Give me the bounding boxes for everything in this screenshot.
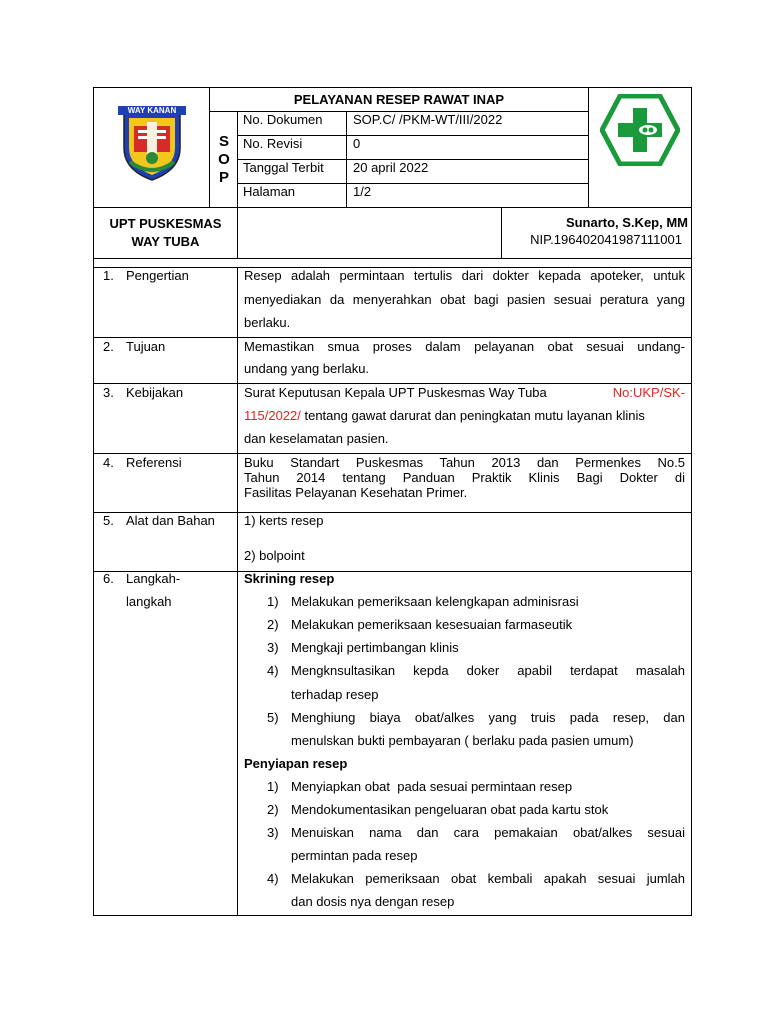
section-text-line: Buku Standart Puskesmas Tahun 2013 dan Permenkes No.5 <box>244 455 685 470</box>
revision-value: 0 <box>353 136 361 151</box>
sop-letter-s: S <box>218 133 229 150</box>
section-text-line: Resep adalah permintaan tertulis dari dokter kepada apoteker, untuk <box>244 268 685 283</box>
step-number: 4) <box>267 663 279 678</box>
step-text: Mengkaji pertimbangan klinis <box>291 640 459 655</box>
step-text-cont: permintan pada resep <box>291 848 418 863</box>
step-text: Menghiung biaya obat/alkes yang truis pada resep, dan <box>291 710 685 725</box>
section-text-line: Fasilitas Pelayanan Kesehatan Primer. <box>244 485 468 500</box>
doc-number-label: No. Dokumen <box>243 112 323 127</box>
section-label: Alat dan Bahan <box>126 513 215 528</box>
section-label: Kebijakan <box>126 385 184 400</box>
policy-line-2 <box>244 408 645 424</box>
policy-text: Surat Keputusan Kepala UPT Puskesmas Way Tuba <box>244 385 551 400</box>
section-label: Pengertian <box>126 268 189 283</box>
section-text-line: dan keselamatan pasien. <box>244 431 389 446</box>
step-number: 2) <box>267 802 279 817</box>
step-text: Melakukan pemeriksaan obat kembali apakah sesuai jumlah <box>291 871 685 886</box>
step-number: 2) <box>267 617 279 632</box>
sop-letter-p: P <box>218 169 229 186</box>
step-number: 1) <box>267 594 279 609</box>
list-item: 2) bolpoint <box>244 548 305 563</box>
section-number: 5. <box>103 513 114 528</box>
step-number: 5) <box>267 710 279 725</box>
puskesmas-logo <box>600 94 680 166</box>
policy-decree-number-cont: 115/2022/ <box>244 408 301 423</box>
subsection-title-skrining: Skrining resep <box>244 571 335 586</box>
step-text: Melakukan pemeriksaan kelengkapan adminisrasi <box>291 594 579 609</box>
section-number: 4. <box>103 455 114 470</box>
section-text-line: berlaku. <box>244 315 291 330</box>
step-text: Menuiskan nama dan cara pemakaian obat/alkes sesuai <box>291 825 685 840</box>
document-title: PELAYANAN RESEP RAWAT INAP <box>293 92 505 107</box>
step-text-cont: menulskan bukti pembayaran ( berlaku pada pasien umum) <box>291 733 634 748</box>
step-text-cont: terhadap resep <box>291 687 379 702</box>
step-text: Mendokumentasikan pengeluaran obat pada kartu stok <box>291 802 609 817</box>
section-number: 1. <box>103 268 114 283</box>
issue-date-label: Tanggal Terbit <box>243 160 324 175</box>
list-item: 1) kerts resep <box>244 513 324 528</box>
step-number: 1) <box>267 779 279 794</box>
sop-letter-o: O <box>218 151 230 168</box>
policy-line-1 <box>244 385 685 401</box>
signer-name: Sunarto, S.Kep, MM <box>565 215 688 230</box>
section-text-line: Memastikan smua proses dalam pelayanan obat sesuai undang- <box>244 339 685 354</box>
section-text-line: undang yang berlaku. <box>244 361 370 376</box>
section-number: 6. <box>103 571 114 586</box>
page-label: Halaman <box>243 184 296 199</box>
revision-label: No. Revisi <box>243 136 303 151</box>
section-label: Langkah- <box>126 571 181 586</box>
step-text-cont: dan dosis nya dengan resep <box>291 894 455 909</box>
section-label-cont: langkah <box>126 594 172 609</box>
policy-text: tentang gawat darurat dan peningkatan mutu layanan klinis <box>300 408 645 423</box>
page-value: 1/2 <box>353 184 372 199</box>
doc-number-value: SOP.C/ /PKM-WT/III/2022 <box>353 112 503 127</box>
signer-nip: NIP.196402041987111001 <box>530 232 682 247</box>
logo-caption: WAY KANAN <box>127 106 177 115</box>
step-text: Menyiapkan obat pada sesuai permintaan resep <box>291 779 573 794</box>
step-number: 3) <box>267 825 279 840</box>
section-label: Referensi <box>126 455 182 470</box>
step-number: 4) <box>267 871 279 886</box>
step-text: Melakukan pemeriksaan kesesuaian farmaseutik <box>291 617 573 632</box>
section-text-line: menyediakan da menyerahkan obat bagi pasien sesuai peratura yang <box>244 292 685 307</box>
section-number: 2. <box>103 339 114 354</box>
institution-name-line2: WAY TUBA <box>131 234 200 249</box>
step-number: 3) <box>267 640 279 655</box>
section-number: 3. <box>103 385 114 400</box>
step-text: Mengknsultasikan kepda doker apabil terdapat masalah <box>291 663 685 678</box>
issue-date-value: 20 april 2022 <box>353 160 429 175</box>
section-label: Tujuan <box>126 339 166 354</box>
subsection-title-penyiapan: Penyiapan resep <box>244 756 348 771</box>
institution-name-line1: UPT PUSKESMAS <box>109 216 222 231</box>
way-kanan-logo <box>116 104 188 184</box>
section-text-line: Tahun 2014 tentang Panduan Praktik Klinis Bagi Dokter di <box>244 470 685 485</box>
policy-decree-number: No:UKP/SK- <box>612 385 685 400</box>
